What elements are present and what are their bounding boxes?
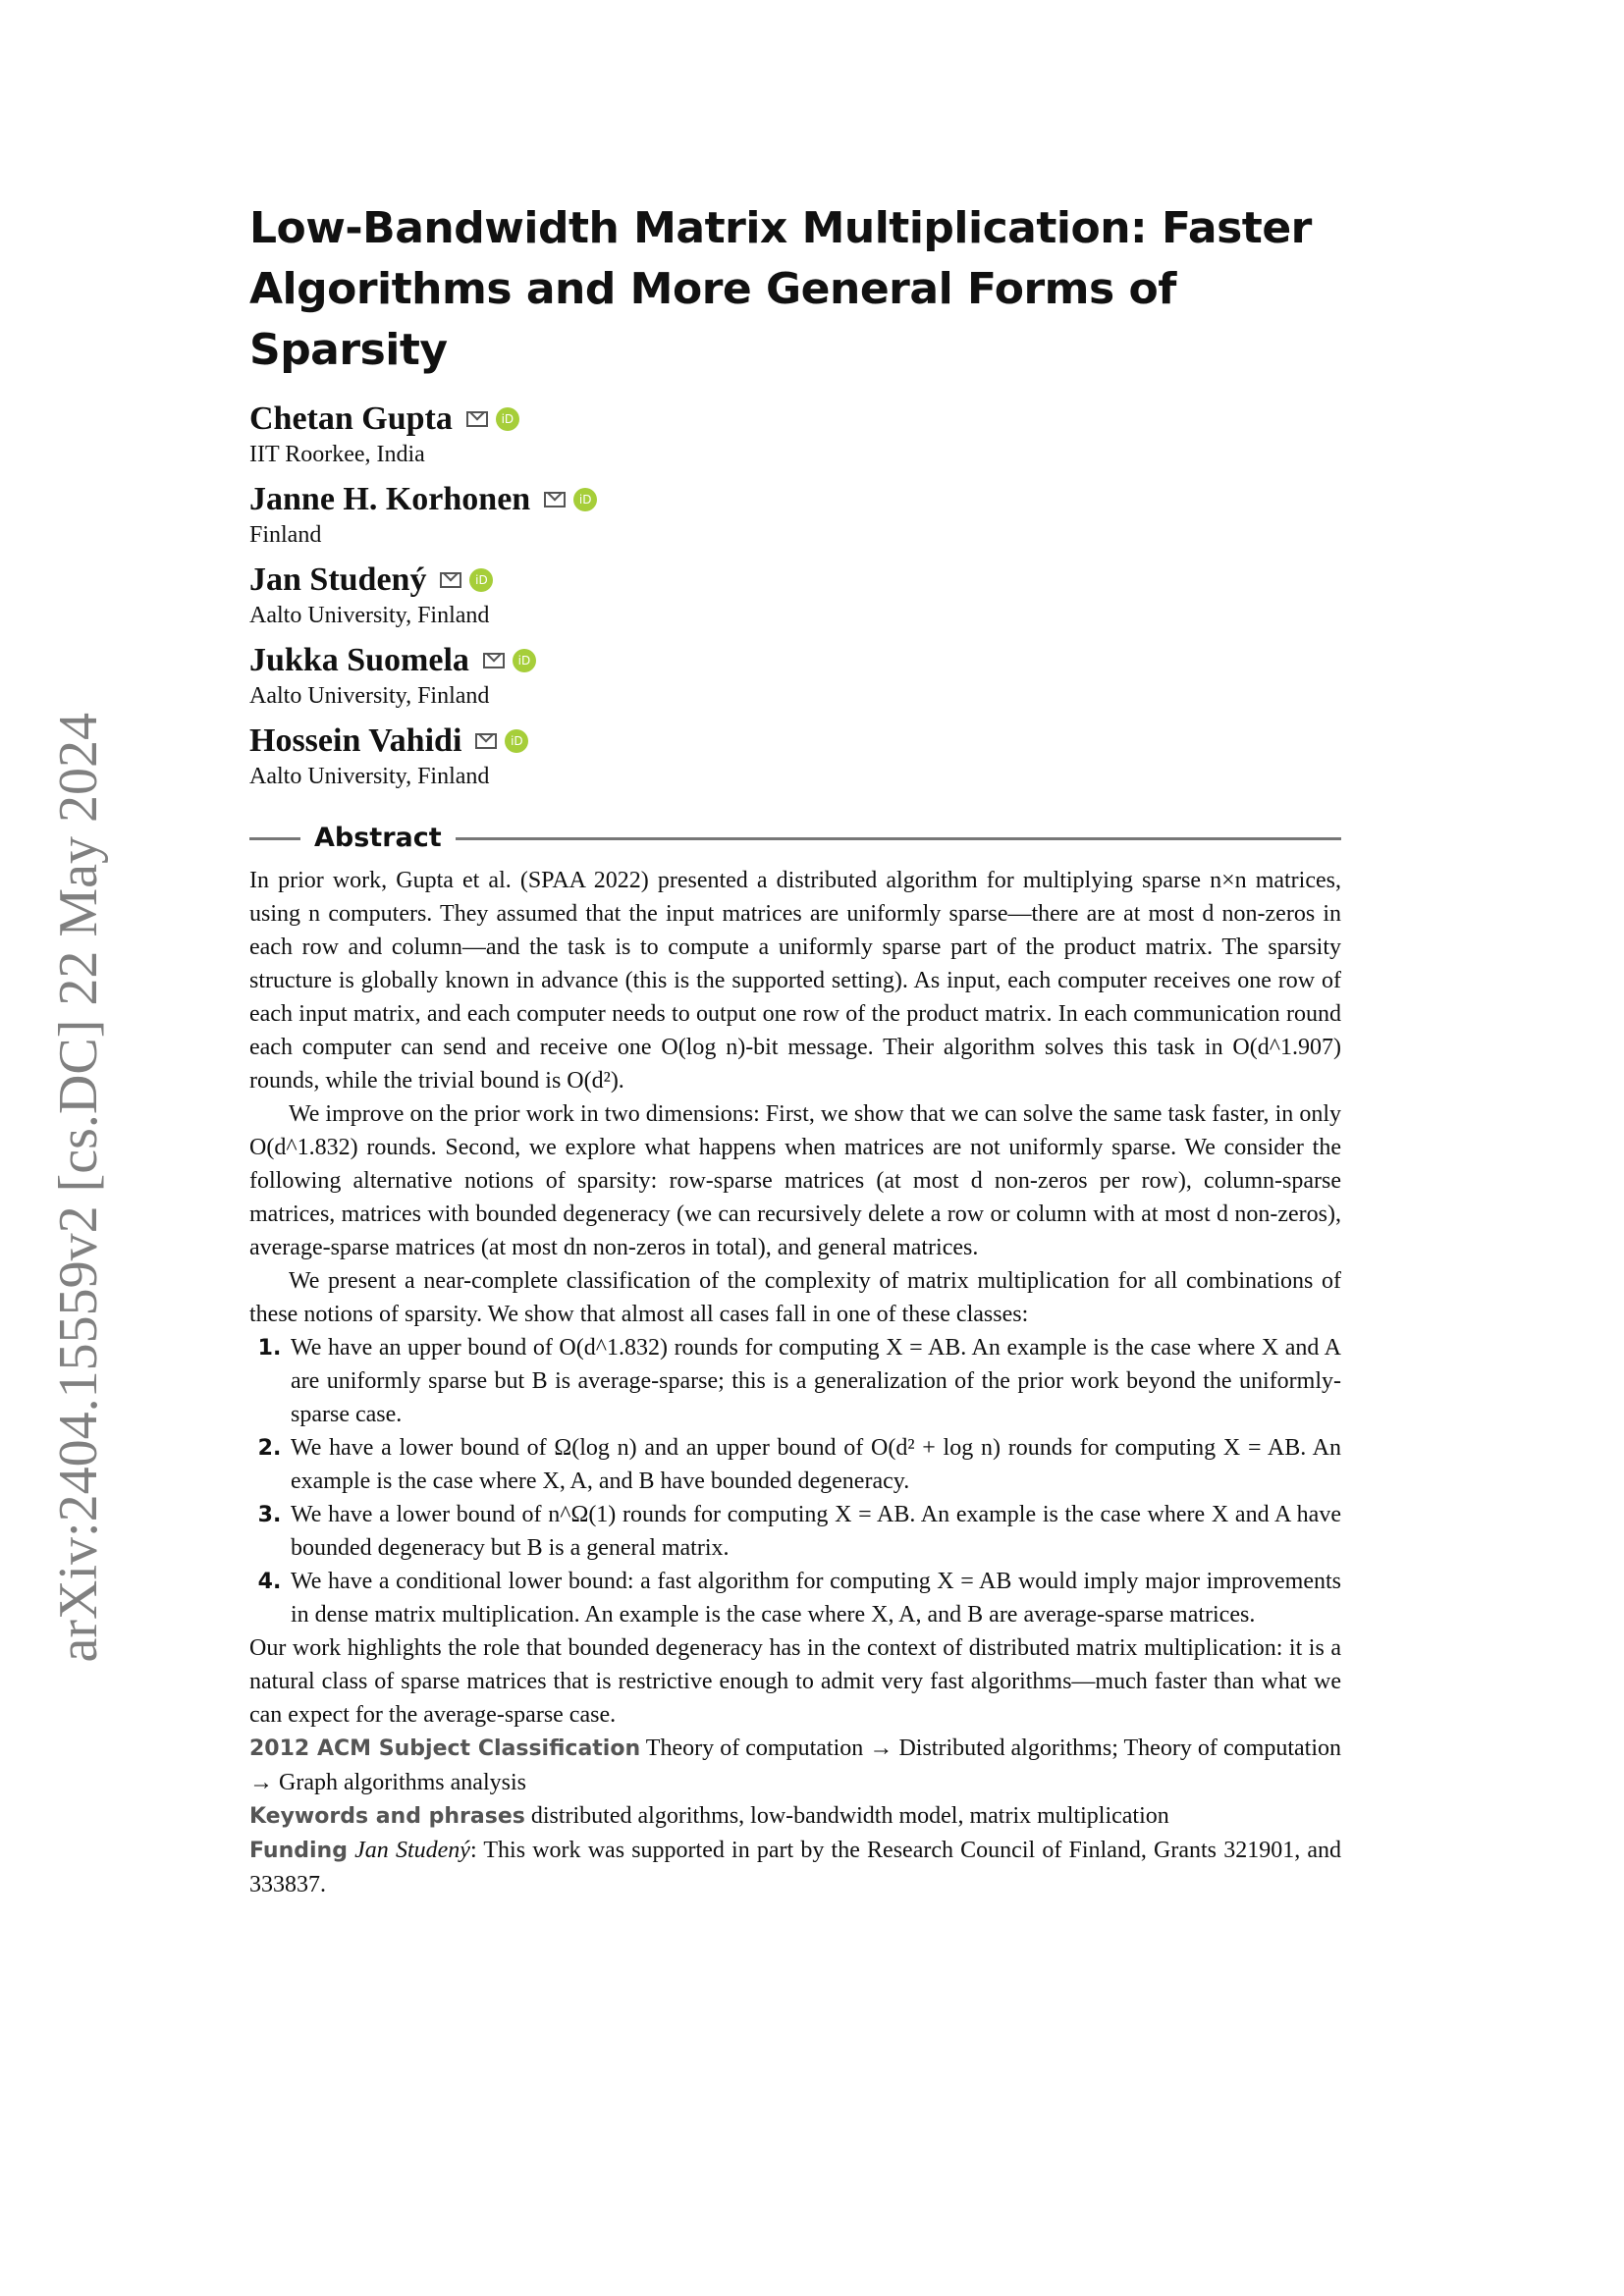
list-item: 3. We have a lower bound of n^Ω(1) rounds for computing X = AB. An example is the case where X and A have bounded degeneracy but B is a general matrix. (289, 1498, 1341, 1565)
paper-title: Low-Bandwidth Matrix Multiplication: Faster Algorithms and More General Forms of Sparsity (249, 203, 1312, 375)
orcid-icon[interactable]: iD (469, 568, 493, 592)
author-affiliation: IIT Roorkee, India (249, 442, 425, 467)
author-name: Jan Studený (249, 561, 427, 598)
author-affiliation: Finland (249, 522, 322, 548)
author-list (249, 399, 1341, 791)
author (249, 399, 1341, 469)
email-icon[interactable] (475, 733, 497, 749)
abstract-paragraph: We improve on the prior work in two dimensions: First, we show that we can solve the same task faster, in only O(d^1.832) rounds. Second, we explore what happens when matrices are not uniformly sparse. We consider the following alternative notions of sparsity: row-sparse matrices (at most d non-zeros per row), column-sparse matrices, matrices with bounded degeneracy (we can recursively delete a row or column with at most d non-zeros), average-sparse matrices (at most dn non-zeros in total), and general matrices. (249, 1101, 1341, 1260)
author (249, 721, 1341, 791)
abstract-paragraph: In prior work, Gupta et al. (SPAA 2022) presented a distributed algorithm for multiplying sparse n×n matrices, using n computers. They assumed that the input matrices are uniformly sparse—there are at most d non-zeros in each row and column—and the task is to compute a uniformly sparse part of the product matrix. The sparsity structure is globally known in advance (this is the supported setting). As input, each computer receives one row of each input matrix, and each computer needs to output one row of the product matrix. In each communication round each computer can send and receive one O(log n)-bit message. Their algorithm solves this task in O(d^1.907) rounds, while the trivial bound is O(d²). (249, 868, 1341, 1094)
abstract-paragraph: Our work highlights the role that bounded degeneracy has in the context of distributed matrix multiplication: it is a natural class of sparse matrices that is restrictive enough to admit very fast algorithms—much faster than what we can expect for the average-sparse case. (249, 1635, 1341, 1728)
author-name: Hossein Vahidi (249, 722, 462, 759)
keywords-label: Keywords and phrases (249, 1804, 525, 1829)
email-icon[interactable] (483, 653, 505, 668)
author-affiliation: Aalto University, Finland (249, 603, 490, 628)
author (249, 479, 1341, 550)
keywords (249, 1799, 1341, 1834)
arxiv-identifier: arXiv:2404.15559v2 [cs.DC] 22 May 2024 (48, 713, 109, 1663)
orcid-icon[interactable]: iD (513, 649, 536, 672)
orcid-icon[interactable]: iD (573, 488, 597, 511)
divider (456, 837, 1341, 840)
list-item: 4. We have a conditional lower bound: a fast algorithm for computing X = AB would imply major improvements in dense matrix multiplication. An example is the case where X, A, and B are average-sparse matrices. (289, 1565, 1341, 1631)
classification-list (249, 1331, 1341, 1631)
acm-classification (249, 1732, 1341, 1799)
email-icon[interactable] (440, 572, 461, 588)
acm-label: 2012 ACM Subject Classification (249, 1736, 641, 1761)
list-item: 1. We have an upper bound of O(d^1.832) rounds for computing X = AB. An example is the case where X and A are uniformly sparse but B is average-sparse; this is a generalization of the prior work beyond the uniformly-sparse case. (289, 1331, 1341, 1431)
funding-label: Funding (249, 1839, 348, 1863)
abstract-body (249, 864, 1341, 1901)
keywords-text: distributed algorithms, low-bandwidth model, matrix multiplication (530, 1803, 1169, 1829)
email-icon[interactable] (466, 411, 488, 427)
acm-text: Theory of computation → Distributed algorithms; Theory of computation → Graph algorithms analysis (249, 1735, 1341, 1795)
arxiv-margin (39, 677, 118, 1698)
email-icon[interactable] (544, 492, 566, 507)
author-name: Janne H. Korhonen (249, 481, 531, 517)
divider (249, 837, 300, 840)
funding-person: Jan Studený (354, 1838, 470, 1863)
author (249, 560, 1341, 630)
paper-front-matter (249, 198, 1341, 1901)
orcid-icon[interactable]: iD (496, 407, 519, 431)
author-name: Chetan Gupta (249, 400, 453, 437)
abstract-paragraph: We present a near-complete classification of the complexity of matrix multiplication for all combinations of these notions of sparsity. We show that almost all cases fall in one of these classes: (249, 1268, 1341, 1327)
abstract-heading-text: Abstract (314, 823, 442, 853)
funding-text: : This work was supported in part by the Research Council of Finland, Grants 321901, and 333837. (249, 1838, 1342, 1897)
funding (249, 1834, 1341, 1901)
orcid-icon[interactable]: iD (505, 729, 528, 753)
author-affiliation: Aalto University, Finland (249, 683, 490, 709)
author (249, 640, 1341, 711)
list-item: 2. We have a lower bound of Ω(log n) and an upper bound of O(d² + log n) rounds for computing X = AB. An example is the case where X, A, and B have bounded degeneracy. (289, 1431, 1341, 1498)
author-name: Jukka Suomela (249, 642, 469, 678)
abstract-heading (249, 821, 1341, 856)
author-affiliation: Aalto University, Finland (249, 764, 490, 789)
